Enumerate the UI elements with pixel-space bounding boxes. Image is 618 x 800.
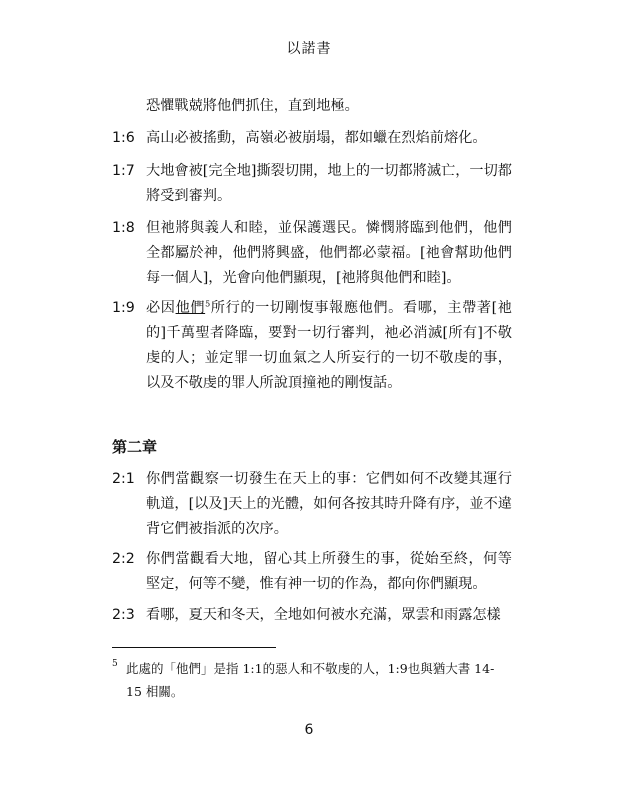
footnote [112, 657, 514, 703]
verse-number: 1:9 [112, 300, 135, 316]
verse-text: 看哪，夏天和冬天，全地如何被水充滿，眾雲和雨露怎樣 [146, 607, 501, 623]
verse-text: 恐懼戰兢將他們抓住，直到地極。 [146, 98, 359, 114]
verse-text: 高山必被搖動，高嶺必被崩塌，都如蠟在烈焰前熔化。 [146, 130, 487, 146]
verse-number: 1:7 [112, 163, 135, 179]
footnote-mark: 5 [112, 659, 118, 669]
verse-number: 2:1 [112, 471, 135, 487]
verse-number: 1:8 [112, 220, 135, 236]
verse-text: 你們當觀看大地，留心其上所發生的事，從始至終，何等堅定，何等不變，惟有神一切的作為，都向你們顯現。 [146, 551, 512, 592]
verse-text: 但祂將與義人和睦，並保護選民。憐憫將臨到他們，他們全都屬於神，他們將興盛，他們都必蒙福。[祂會幫助他們每一個人]，光會向他們顯現，[祂將與他們和睦]。 [146, 220, 512, 286]
verse-2-3 [112, 603, 512, 628]
verse-text-rest: 所行的一切剛愎事報應他們。看哪，主帶著[祂的]千萬聖者降臨，要對一切行審判，祂必消滅[所有]不敬虔的人；並定罪一切血氣之人所妄行的一切不敬虔的事，以及不敬虔的罪人所說頂撞祂的剛愎話。 [146, 300, 512, 391]
verse-text [146, 296, 512, 396]
verse-1-8 [112, 216, 512, 291]
verse-2-2 [112, 547, 512, 597]
verse-number: 2:3 [112, 607, 135, 623]
verse-2-1 [112, 467, 512, 542]
running-header: 以諾書 [286, 41, 332, 57]
verse-number: 1:6 [112, 130, 135, 146]
verse-1-9 [112, 296, 512, 396]
footnote-separator [112, 647, 276, 648]
footnote-line-2: 15 相關。 [126, 684, 184, 699]
page-number: 6 [304, 722, 314, 738]
verse-1-6 [112, 126, 512, 151]
chapter-heading: 第二章 [112, 438, 158, 456]
verse-text: 你們當觀察一切發生在天上的事：它們如何不改變其運行軌道，[以及]天上的光體，如何各按其時升降有序，並不違背它們被指派的次序。 [146, 471, 512, 537]
verse-continuation [112, 94, 512, 119]
verse-text-pre: 必因 [146, 300, 176, 316]
underlined-word: 他們 [175, 300, 206, 316]
verse-number: 2:2 [112, 551, 135, 567]
footnote-text [126, 657, 514, 703]
verse-text: 大地會被[完全地]撕裂切開，地上的一切都將滅亡，一切都將受到審判。 [146, 163, 512, 204]
verse-1-7 [112, 159, 512, 209]
footnote-reference: 5 [205, 299, 211, 309]
footnote-line-1: 此處的「他們」是指 1:1的惡人和不敬虔的人，1:9也與猶大書 14- [126, 661, 495, 676]
